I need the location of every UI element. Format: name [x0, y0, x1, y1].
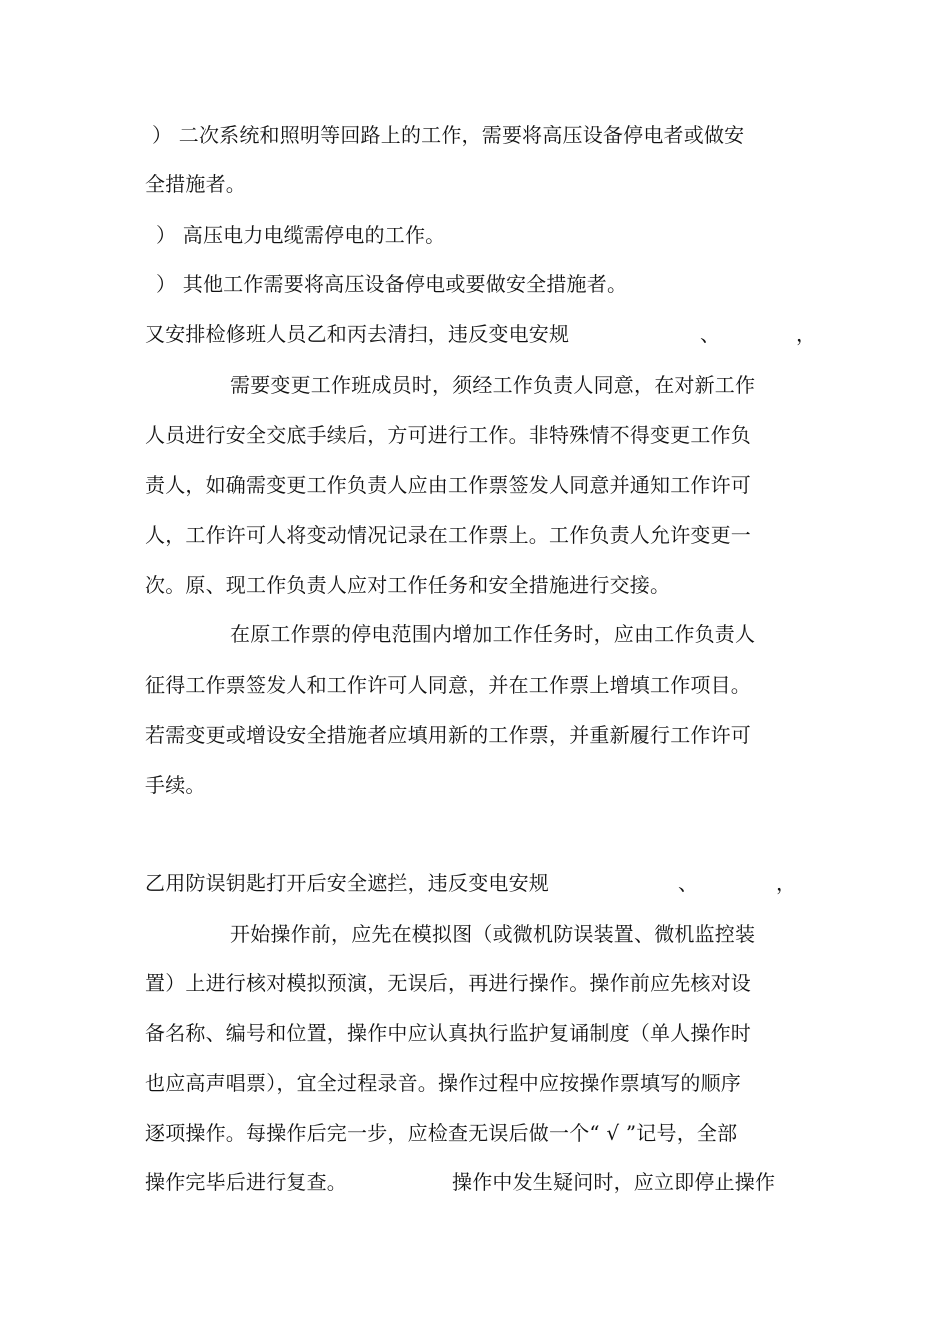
violation-statement-2: 乙用防误钥匙打开后安全遮拦，违反变电安规 — [145, 871, 549, 895]
rule-paragraph-1-line-2: 人员进行安全交底手续后，方可进行工作。非特殊情不得变更工作负 — [145, 423, 751, 447]
list-item-other-work: ） 其他工作需要将高压设备停电或要做安全措施者。 — [156, 272, 628, 296]
rule-paragraph-2-line-2: 征得工作票签发人和工作许可人同意，并在工作票上增填工作项目。 — [145, 673, 751, 697]
rule-paragraph-3-line-6a: 操作完毕后进行复查。 — [145, 1170, 347, 1194]
rule-paragraph-1-line-4: 人，工作许可人将变动情况记录在工作票上。工作负责人允许变更一 — [145, 523, 751, 547]
violation-1-separator-comma: 、 — [700, 322, 720, 346]
violation-1-separator-end: ， — [796, 322, 816, 346]
rule-paragraph-2-line-1: 在原工作票的停电范围内增加工作任务时，应由工作负责人 — [230, 622, 756, 646]
rule-paragraph-3-line-3: 备名称、编号和位置，操作中应认真执行监护复诵制度（单人操作时 — [145, 1021, 751, 1045]
rule-paragraph-2-line-3: 若需变更或增设安全措施者应填用新的工作票，并重新履行工作许可 — [145, 723, 751, 747]
rule-paragraph-3-line-2: 置）上进行核对模拟预演，无误后，再进行操作。操作前应先核对设 — [145, 971, 751, 995]
rule-paragraph-3-line-4: 也应高声唱票），宜全过程录音。操作过程中应按操作票填写的顺序 — [145, 1071, 741, 1095]
rule-paragraph-3-line-5: 逐项操作。每操作后完一步，应检查无误后做一个“ √ ”记号，全部 — [145, 1121, 738, 1145]
rule-paragraph-1-line-5: 次。原、现工作负责人应对工作任务和安全措施进行交接。 — [145, 573, 671, 597]
violation-2-separator-comma: 、 — [678, 871, 698, 895]
violation-statement-1: 又安排检修班人员乙和丙去清扫，违反变电安规 — [145, 322, 570, 346]
rule-paragraph-2-line-4: 手续。 — [145, 773, 206, 797]
list-item-cable-outage: ） 高压电力电缆需停电的工作。 — [156, 223, 446, 247]
rule-paragraph-3-line-6b: 操作中发生疑问时，应立即停止操作 — [452, 1170, 776, 1194]
rule-paragraph-1-line-3: 责人，如确需变更工作负责人应由工作票签发人同意并通知工作许可 — [145, 473, 751, 497]
rule-paragraph-1-line-1: 需要变更工作班成员时，须经工作负责人同意，在对新工作 — [230, 373, 756, 397]
list-item-secondary-circuit-line-2: 全措施者。 — [145, 172, 246, 196]
violation-2-separator-end: ， — [776, 871, 796, 895]
list-item-secondary-circuit-line-1: ） 二次系统和照明等回路上的工作，需要将高压设备停电者或做安 — [152, 123, 745, 147]
rule-paragraph-3-line-1: 开始操作前，应先在模拟图（或微机防误装置、微机监控装 — [230, 922, 756, 946]
